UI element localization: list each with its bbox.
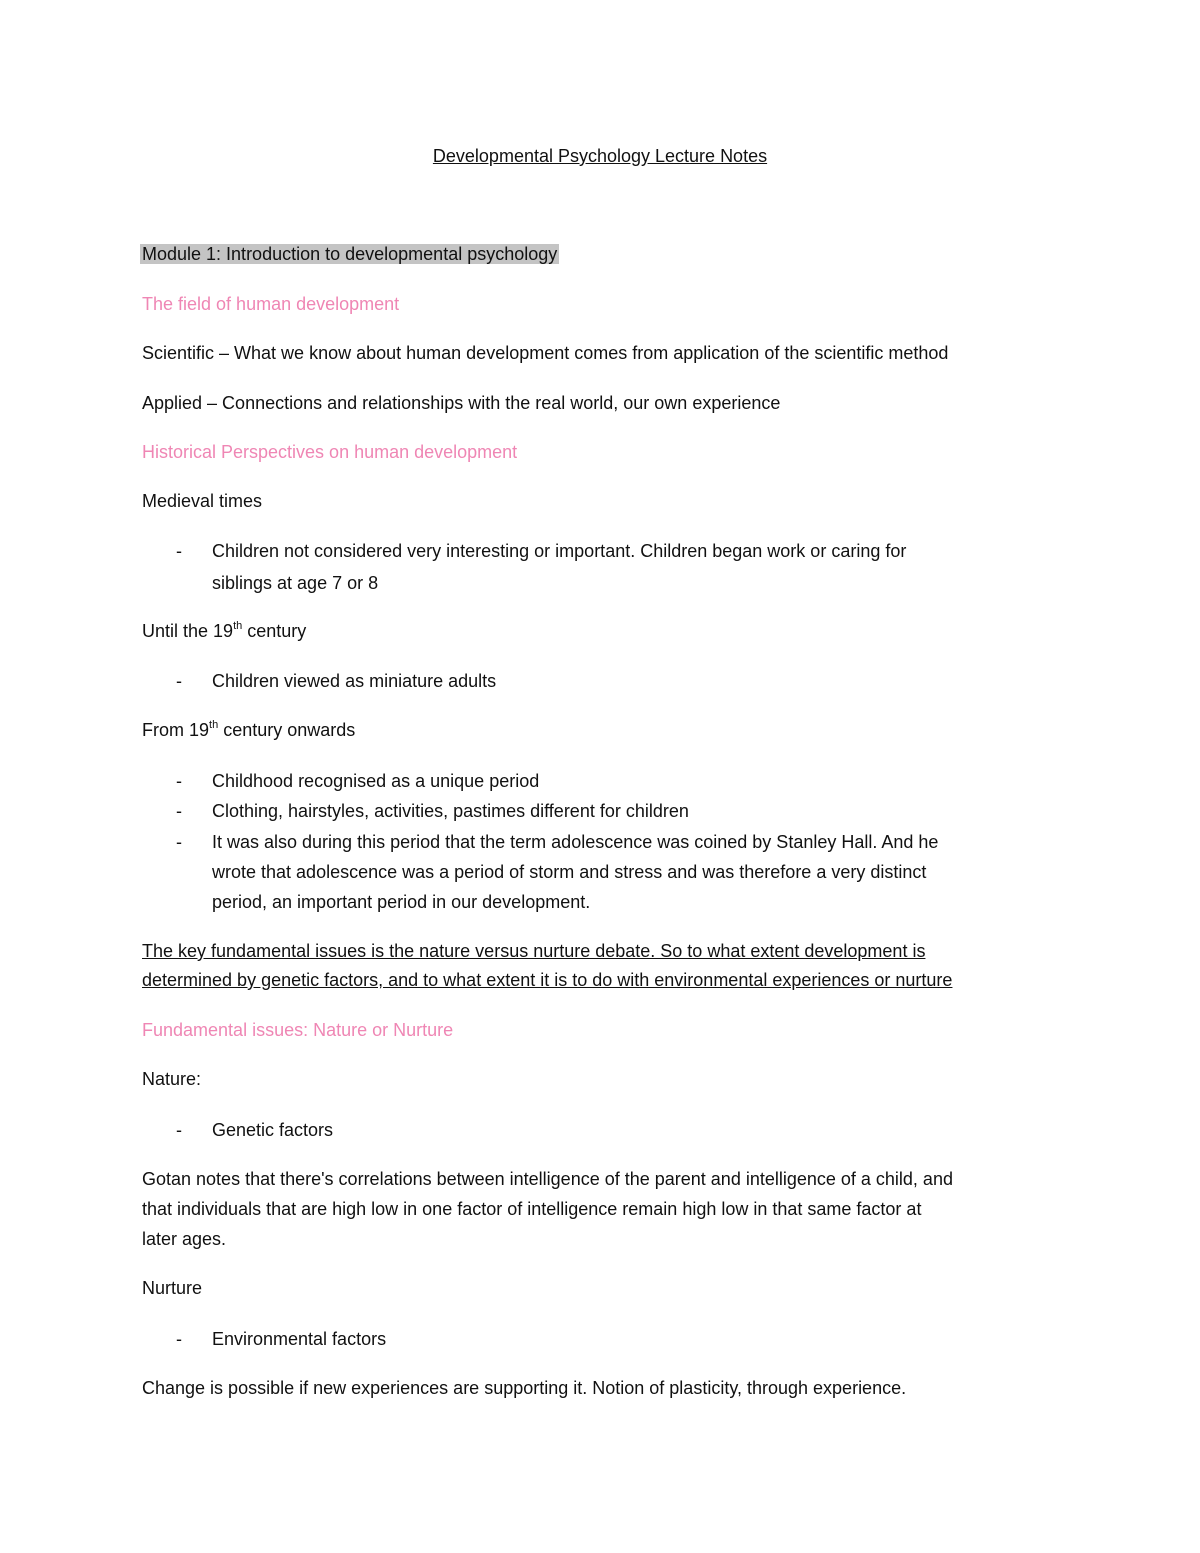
from-text-pre: From 19 [142, 720, 210, 740]
paragraph-gotan-line-2: that individuals that are high low in one factor of intelligence remain high low in that same factor at [142, 1199, 922, 1219]
bullet-dash: - [176, 671, 182, 691]
module-heading-line [142, 243, 559, 265]
paragraph-nature: Nature: [142, 1069, 202, 1089]
key-issue-line-2: determined by genetic factors, and to what extent it is to do with environmental experiences or nurture [142, 970, 953, 990]
module-heading: Module 1: Introduction to developmental psychology [142, 244, 558, 264]
paragraph-change: Change is possible if new experiences are supporting it. Notion of plasticity, through experience. [142, 1378, 907, 1398]
section-heading-historical: Historical Perspectives on human development [142, 442, 518, 462]
key-issue-line-1: The key fundamental issues is the nature versus nurture debate. So to what extent development is [142, 941, 926, 961]
section-heading-fundamental: Fundamental issues: Nature or Nurture [142, 1020, 454, 1040]
until-superscript: th [233, 620, 243, 632]
paragraph-from-19th [142, 719, 355, 741]
paragraph-nurture: Nurture [142, 1278, 203, 1298]
section-heading-field: The field of human development [142, 294, 400, 314]
bullet-dash: - [176, 541, 182, 561]
list-item-nature-1: Genetic factors [212, 1120, 334, 1140]
paragraph-gotan-line-3: later ages. [142, 1229, 227, 1249]
bullet-dash: - [176, 1120, 182, 1140]
paragraph-gotan-line-1: Gotan notes that there's correlations between intelligence of the parent and intelligence of a child, and [142, 1169, 953, 1189]
from-text-post: century onwards [218, 720, 356, 740]
list-item-until-1: Children viewed as miniature adults [212, 671, 497, 691]
paragraph-medieval: Medieval times [142, 491, 263, 511]
paragraph-applied: Applied – Connections and relationships with the real world, our own experience [142, 393, 781, 413]
list-item-nurture-1: Environmental factors [212, 1329, 387, 1349]
list-item-from-2: Clothing, hairstyles, activities, pastimes different for children [212, 801, 689, 821]
list-item-medieval-1-line-1: Children not considered very interesting or important. Children began work or caring for [212, 541, 907, 561]
bullet-dash: - [176, 1329, 182, 1349]
bullet-dash: - [176, 801, 182, 821]
until-text-post: century [242, 621, 307, 641]
from-superscript: th [209, 719, 219, 731]
bullet-dash: - [176, 771, 182, 791]
until-text-pre: Until the 19 [142, 621, 234, 641]
bullet-dash: - [176, 832, 182, 852]
paragraph-scientific: Scientific – What we know about human development comes from application of the scientific method [142, 343, 949, 363]
list-item-from-3-line-2: wrote that adolescence was a period of storm and stress and was therefore a very distinct [212, 862, 927, 882]
list-item-from-3-line-1: It was also during this period that the term adolescence was coined by Stanley Hall. And he [212, 832, 939, 852]
paragraph-until-19th [142, 620, 306, 642]
list-item-medieval-1-line-2: siblings at age 7 or 8 [212, 573, 379, 593]
list-item-from-1: Childhood recognised as a unique period [212, 771, 540, 791]
list-item-from-3-line-3: period, an important period in our development. [212, 892, 591, 912]
document-title: Developmental Psychology Lecture Notes [432, 146, 768, 166]
